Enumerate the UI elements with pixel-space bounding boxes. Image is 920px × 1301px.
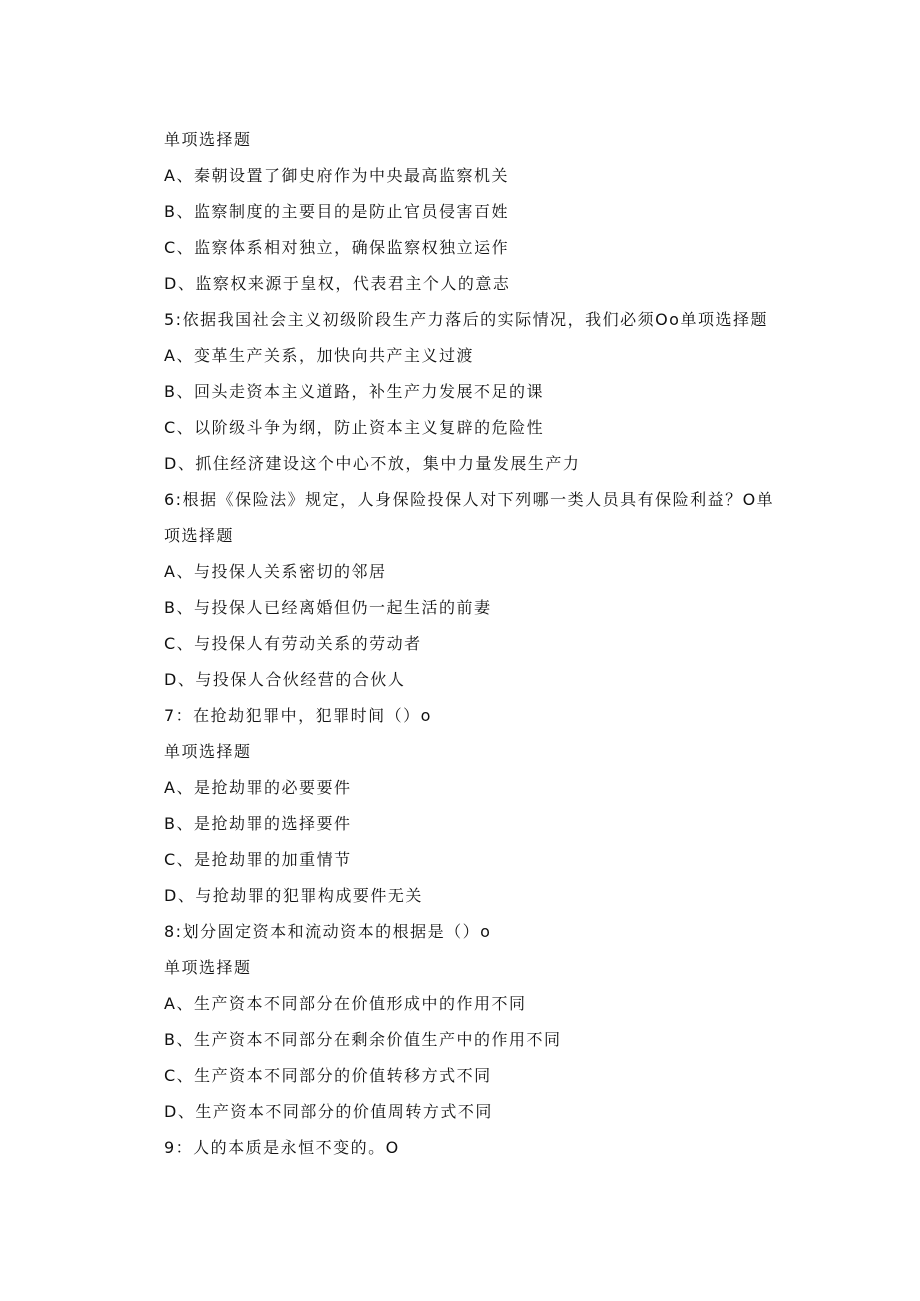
option-c: C、监察体系相对独立，确保监察权独立运作	[164, 238, 510, 257]
option-b: B、回头走资本主义道路，补生产力发展不足的课	[164, 382, 544, 401]
document-body	[164, 122, 824, 1166]
question-6-continued: 项选择题	[164, 526, 235, 545]
question-type-label: 单项选择题	[164, 958, 252, 977]
option-c: C、生产资本不同部分的价值转移方式不同	[164, 1066, 492, 1085]
option-c: C、与投保人有劳动关系的劳动者	[164, 634, 422, 653]
question-type-label: 单项选择题	[164, 742, 252, 761]
question-type-label: 单项选择题	[164, 130, 252, 149]
question-8: 8:划分固定资本和流动资本的根据是（）o	[164, 922, 492, 941]
option-a: A、变革生产关系，加快向共产主义过渡	[164, 346, 474, 365]
option-c: C、以阶级斗争为纲，防止资本主义复辟的危险性	[164, 418, 545, 437]
option-b: B、与投保人已经离婚但仍一起生活的前妻	[164, 598, 492, 617]
option-c: C、是抢劫罪的加重情节	[164, 850, 352, 869]
option-d: D、监察权来源于皇权，代表君主个人的意志	[164, 274, 511, 293]
option-a: A、生产资本不同部分在价值形成中的作用不同	[164, 994, 527, 1013]
option-a: A、与投保人关系密切的邻居	[164, 562, 387, 581]
option-b: B、生产资本不同部分在剩余价值生产中的作用不同	[164, 1030, 562, 1049]
option-a: A、是抢劫罪的必要要件	[164, 778, 352, 797]
option-a: A、秦朝设置了御史府作为中央最高监察机关	[164, 166, 509, 185]
question-5: 5:依据我国社会主义初级阶段生产力落后的实际情况，我们必须Oo单项选择题	[164, 310, 768, 329]
question-6: 6:根据《保险法》规定，人身保险投保人对下列哪一类人员具有保险利益？O单	[164, 490, 775, 509]
option-d: D、与投保人合伙经营的合伙人	[164, 670, 406, 689]
option-d: D、与抢劫罪的犯罪构成要件无关	[164, 886, 423, 905]
option-d: D、抓住经济建设这个中心不放，集中力量发展生产力	[164, 454, 581, 473]
option-b: B、监察制度的主要目的是防止官员侵害百姓	[164, 202, 509, 221]
question-7: 7：在抢劫犯罪中，犯罪时间（）o	[164, 706, 432, 725]
option-b: B、是抢劫罪的选择要件	[164, 814, 352, 833]
option-d: D、生产资本不同部分的价值周转方式不同	[164, 1102, 493, 1121]
question-9: 9：人的本质是永恒不变的。O	[164, 1138, 400, 1157]
